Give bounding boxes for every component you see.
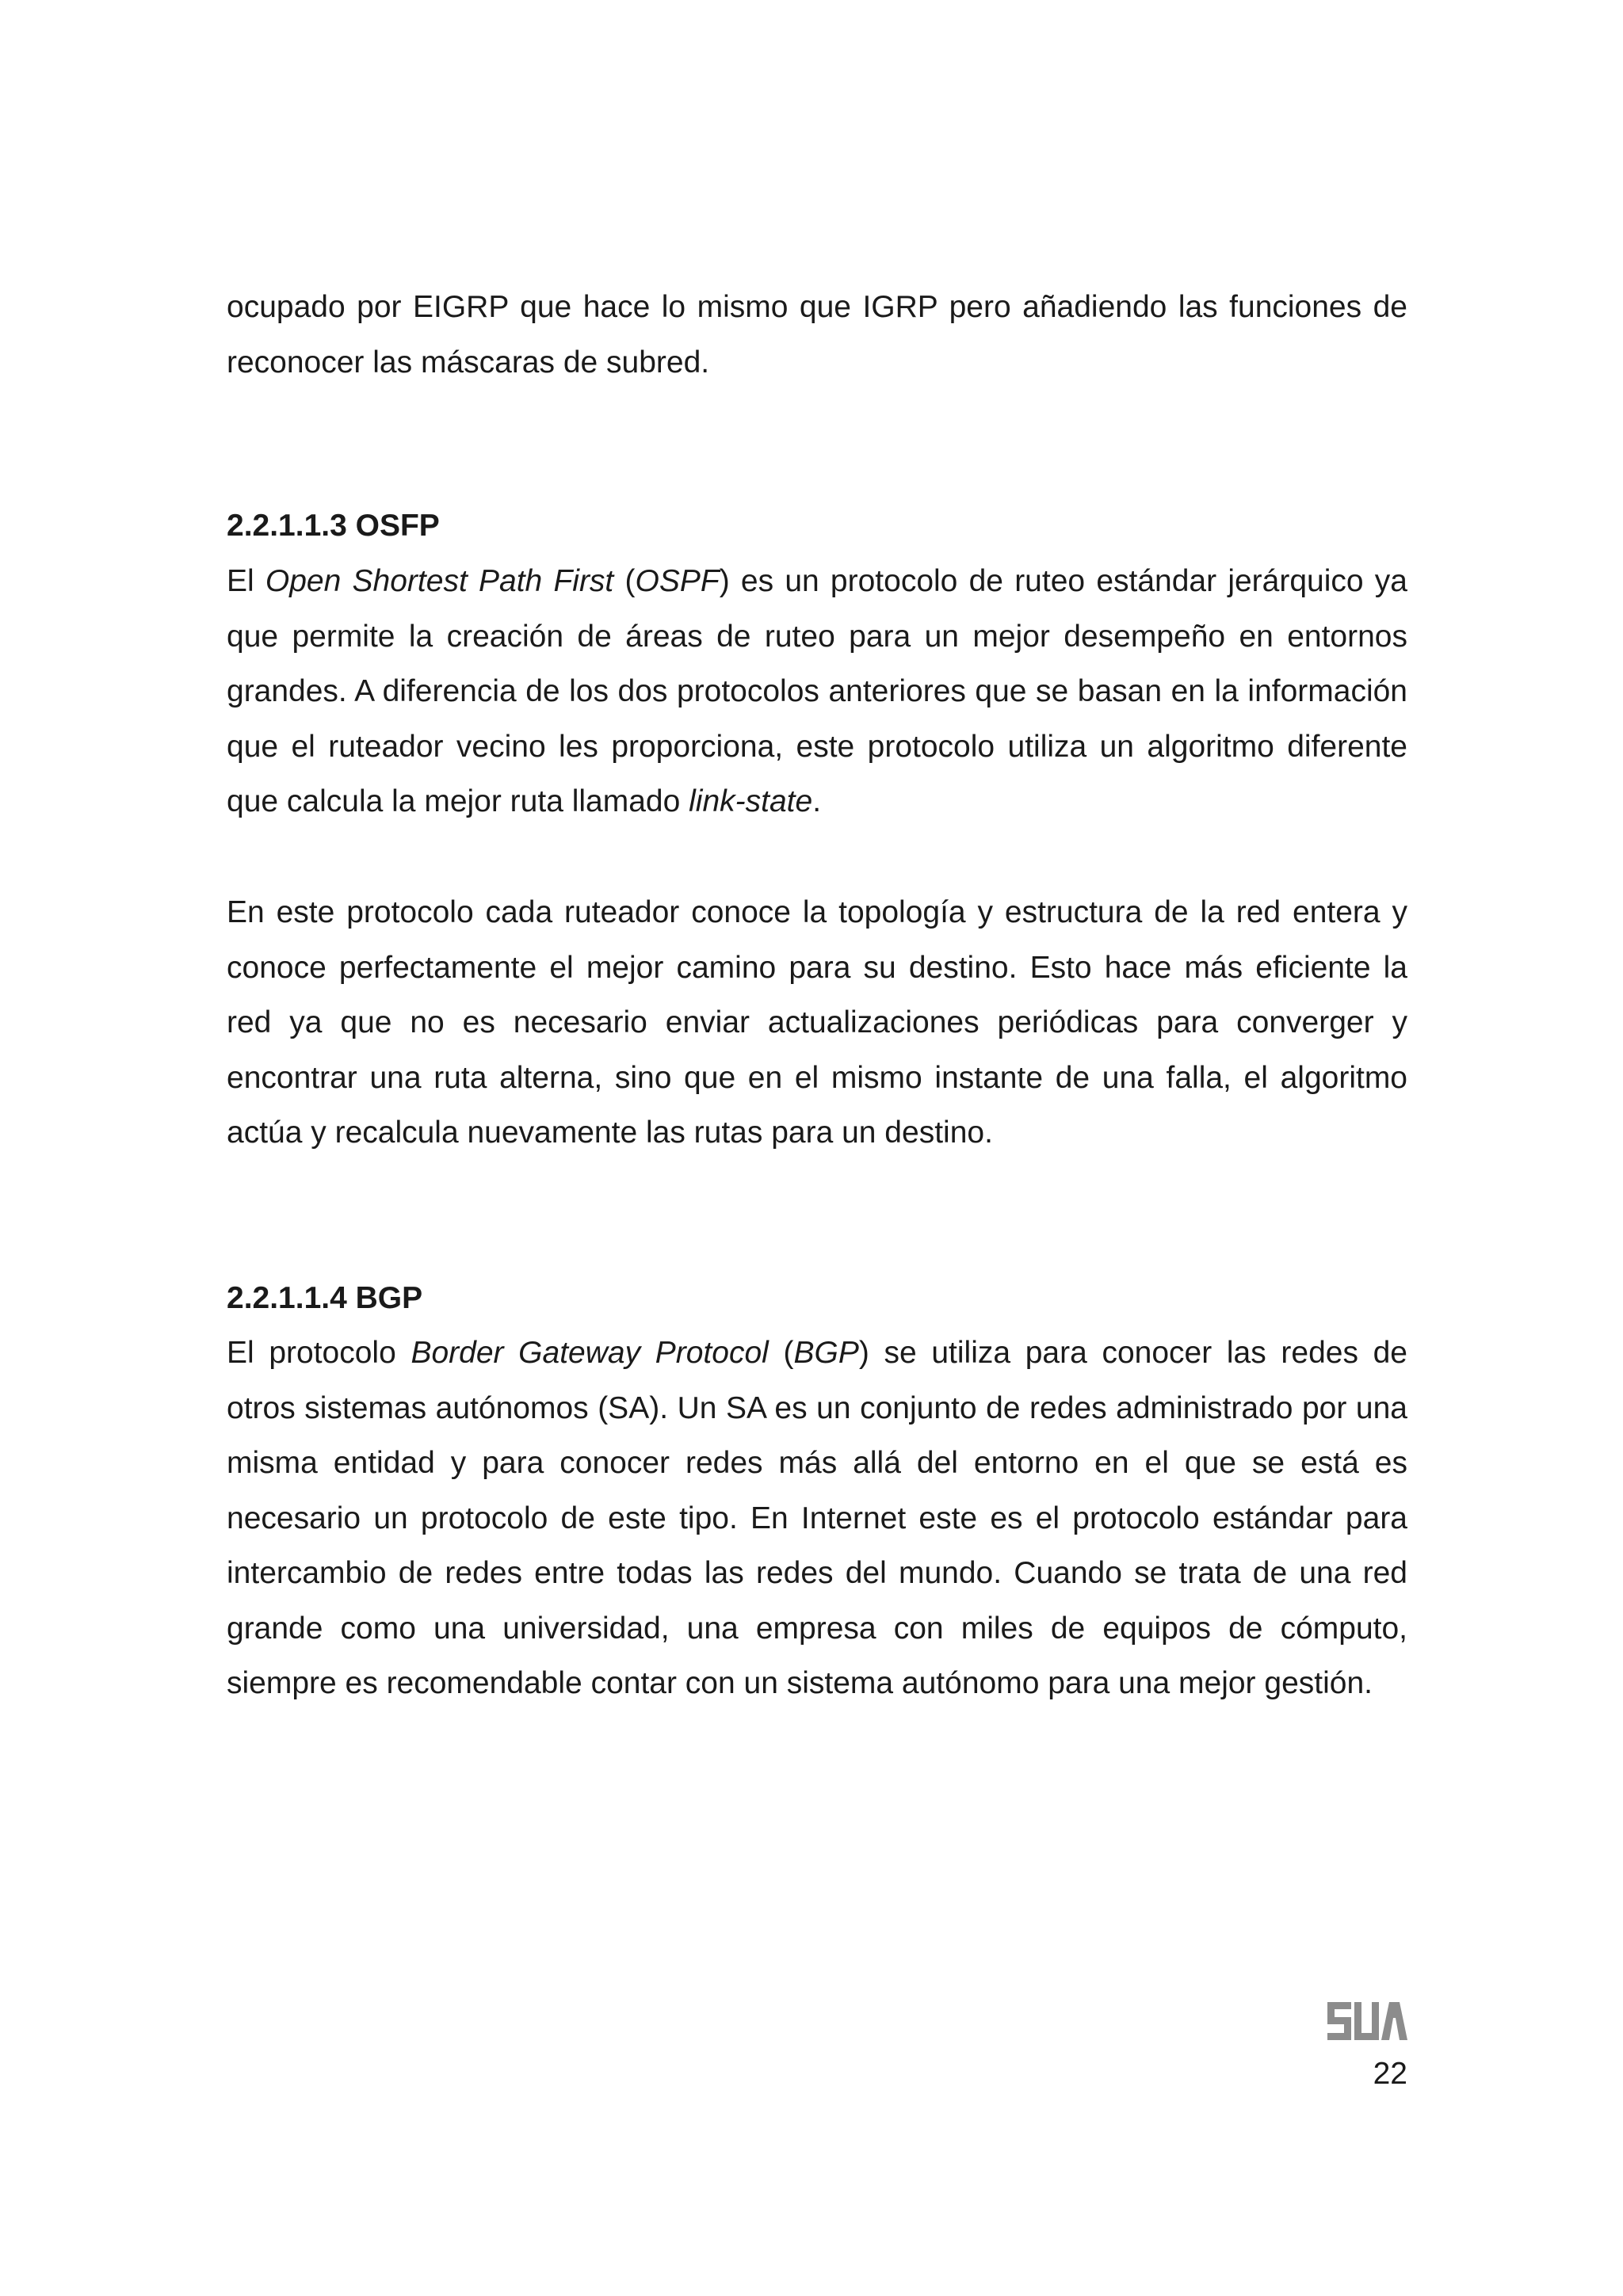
- ospf-paragraph-1-block: [227, 554, 1407, 830]
- section-heading-ospf: 2.2.1.1.3 OSFP: [227, 509, 440, 543]
- ospf-p1-italic-2: OSPF: [635, 564, 720, 598]
- ospf-p1-text-a: El: [227, 564, 265, 598]
- intro-paragraph: ocupado por EIGRP que hace lo mismo que IGRP pero añadiendo las funciones de reconocer las máscaras de subred.: [227, 290, 1407, 379]
- ospf-p1-text-d: .: [812, 784, 822, 818]
- sua-logo-icon: [1327, 2002, 1407, 2040]
- page-number: 22: [1373, 2057, 1407, 2091]
- ospf-p1-text-c: ) es un protocolo de ruteo estándar jerárquico ya que permite la creación de áreas de ruteo para un mejor desempeño en entornos grandes. A diferencia de los dos protocolos anteriores que se basan en la información que el ruteador vecino les proporciona, este protocolo utiliza un algoritmo diferente que calcula la mejor ruta llamado: [227, 564, 1407, 818]
- ospf-paragraph-1: [227, 554, 1407, 830]
- bgp-paragraph-1: [227, 1325, 1407, 1711]
- bgp-p1-text-a: El protocolo: [227, 1336, 411, 1370]
- bgp-p1-text-c: ) se utiliza para conocer las redes de otros sistemas autónomos (SA). Un SA es un conjunto de redes administrado por una misma entidad y para conocer redes más allá del entorno en el que se está es necesario un protocolo de este tipo. En Internet este es el protocolo estándar para intercambio de redes entre todas las redes del mundo. Cuando se trata de una red grande como una universidad, una empresa con miles de equipos de cómputo, siempre es recomendable contar con un sistema autónomo para una mejor gestión.: [227, 1336, 1407, 1700]
- bgp-p1-italic-1: Border Gateway Protocol: [411, 1336, 769, 1370]
- ospf-p1-italic-3: link-state: [689, 784, 813, 818]
- intro-paragraph-block: [227, 280, 1407, 390]
- bgp-p1-text-b: (: [768, 1336, 794, 1370]
- ospf-paragraph-2-block: [227, 885, 1407, 1161]
- section-heading-bgp: 2.2.1.1.4 BGP: [227, 1281, 423, 1315]
- ospf-p1-italic-1: Open Shortest Path First: [265, 564, 614, 598]
- bgp-paragraph-block: [227, 1325, 1407, 1711]
- bgp-p1-italic-2: BGP: [793, 1336, 859, 1370]
- ospf-p1-text-b: (: [613, 564, 636, 598]
- ospf-paragraph-2: En este protocolo cada ruteador conoce la topología y estructura de la red entera y conoce perfectamente el mejor camino para su destino. Esto hace más eficiente la red ya que no es necesario enviar actualizaciones periódicas para converger y encontrar una ruta alterna, sino que en el mismo instante de una falla, el algoritmo actúa y recalcula nuevamente las rutas para un destino.: [227, 895, 1407, 1150]
